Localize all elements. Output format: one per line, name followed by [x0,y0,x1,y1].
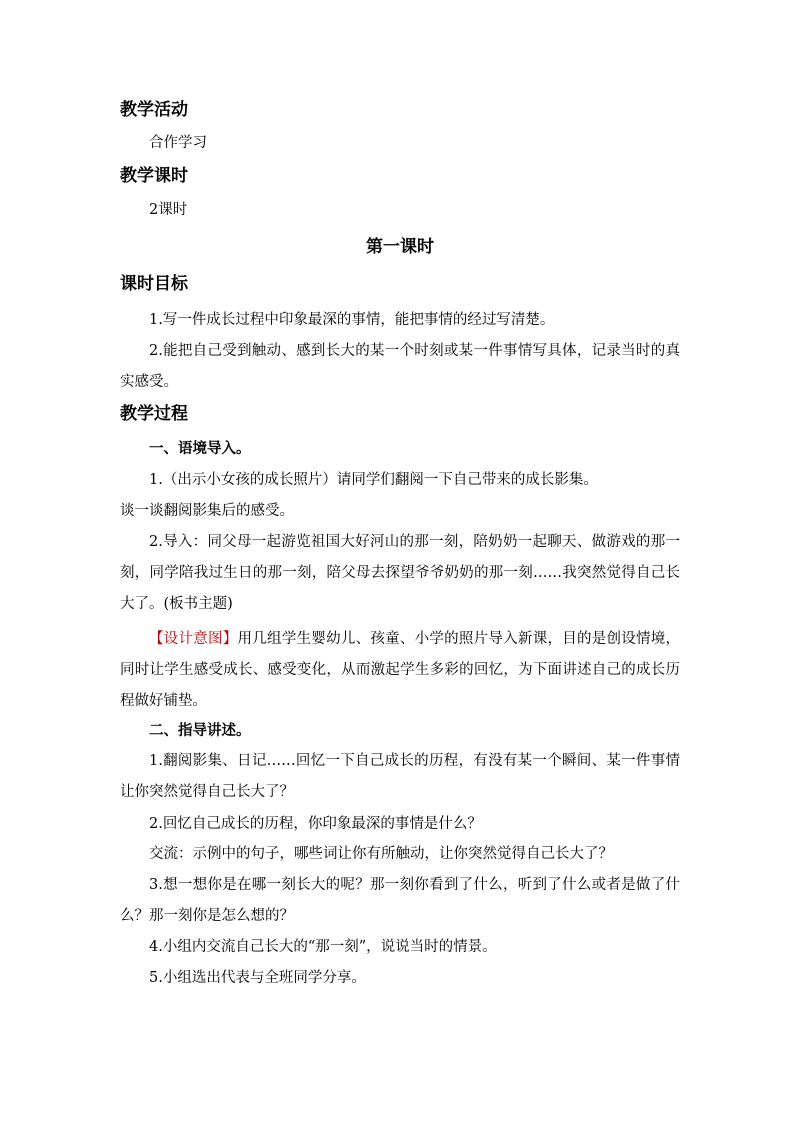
part2-item-2: 2.回忆自己成长的历程，你印象最深的事情是什么？ [149,816,482,832]
part2-item-3: 3.想一想你是在哪一刻长大的呢？那一刻你看到了什么，听到了什么或者是做了什么？那一刻你是怎么想的？ [120,877,680,924]
design-intent [120,624,680,717]
activity-text: 合作学习 [149,135,207,151]
goals-heading: 课时目标 [120,274,188,294]
process-heading: 教学过程 [120,404,188,424]
lesson-title: 第一课时 [366,237,434,257]
hours-heading: 教学课时 [120,166,188,186]
part2-item-1: 1.翻阅影集、日记……回忆一下自己成长的历程，有没有某一个瞬间、某一件事情让你突然觉得自己长大了？ [120,753,680,800]
part2-exchange: 交流：示例中的句子，哪些词让你有所触动，让你突然觉得自己长大了？ [149,846,613,862]
goal-item-2: 2.能把自己受到触动、感到长大的某一个时刻或某一件事情写具体，记录当时的真实感受。 [120,343,680,390]
part2-item-5: 5.小组选出代表与全班同学分享。 [149,970,366,986]
part1-heading: 一、语境导入。 [149,441,251,457]
hours-text: 2课时 [149,202,188,218]
part1-item-1: 1.（出示小女孩的成长照片）请同学们翻阅一下自己带来的成长影集。 [149,472,598,488]
part2-item-4: 4.小组内交流自己长大的“那一刻”，说说当时的情景。 [149,939,497,955]
activity-heading: 教学活动 [120,100,188,120]
goal-item-1: 1.写一件成长过程中印象最深的事情，能把事情的经过写清楚。 [149,312,555,328]
design-intent-mark: 【设计意图】 [149,631,238,647]
part2-heading: 二、指导讲述。 [149,723,251,739]
part1-item-2: 2.导入：同父母一起游览祖国大好河山的那一刻，陪奶奶一起聊天、做游戏的那一刻，同学陪我过生日的那一刻，陪父母去探望爷爷奶奶的那一刻……我突然觉得自己长大了。(板书主题) [120,534,680,612]
part1-item-1-continued: 谈一谈翻阅影集后的感受。 [120,503,294,519]
design-intent-text: 用几组学生婴幼儿、孩童、小学的照片导入新课，目的是创设情境，同时让学生感受成长、感受变化，从而激起学生多彩的回忆，为下面讲述自己的成长历程做好铺垫。 [120,631,681,709]
